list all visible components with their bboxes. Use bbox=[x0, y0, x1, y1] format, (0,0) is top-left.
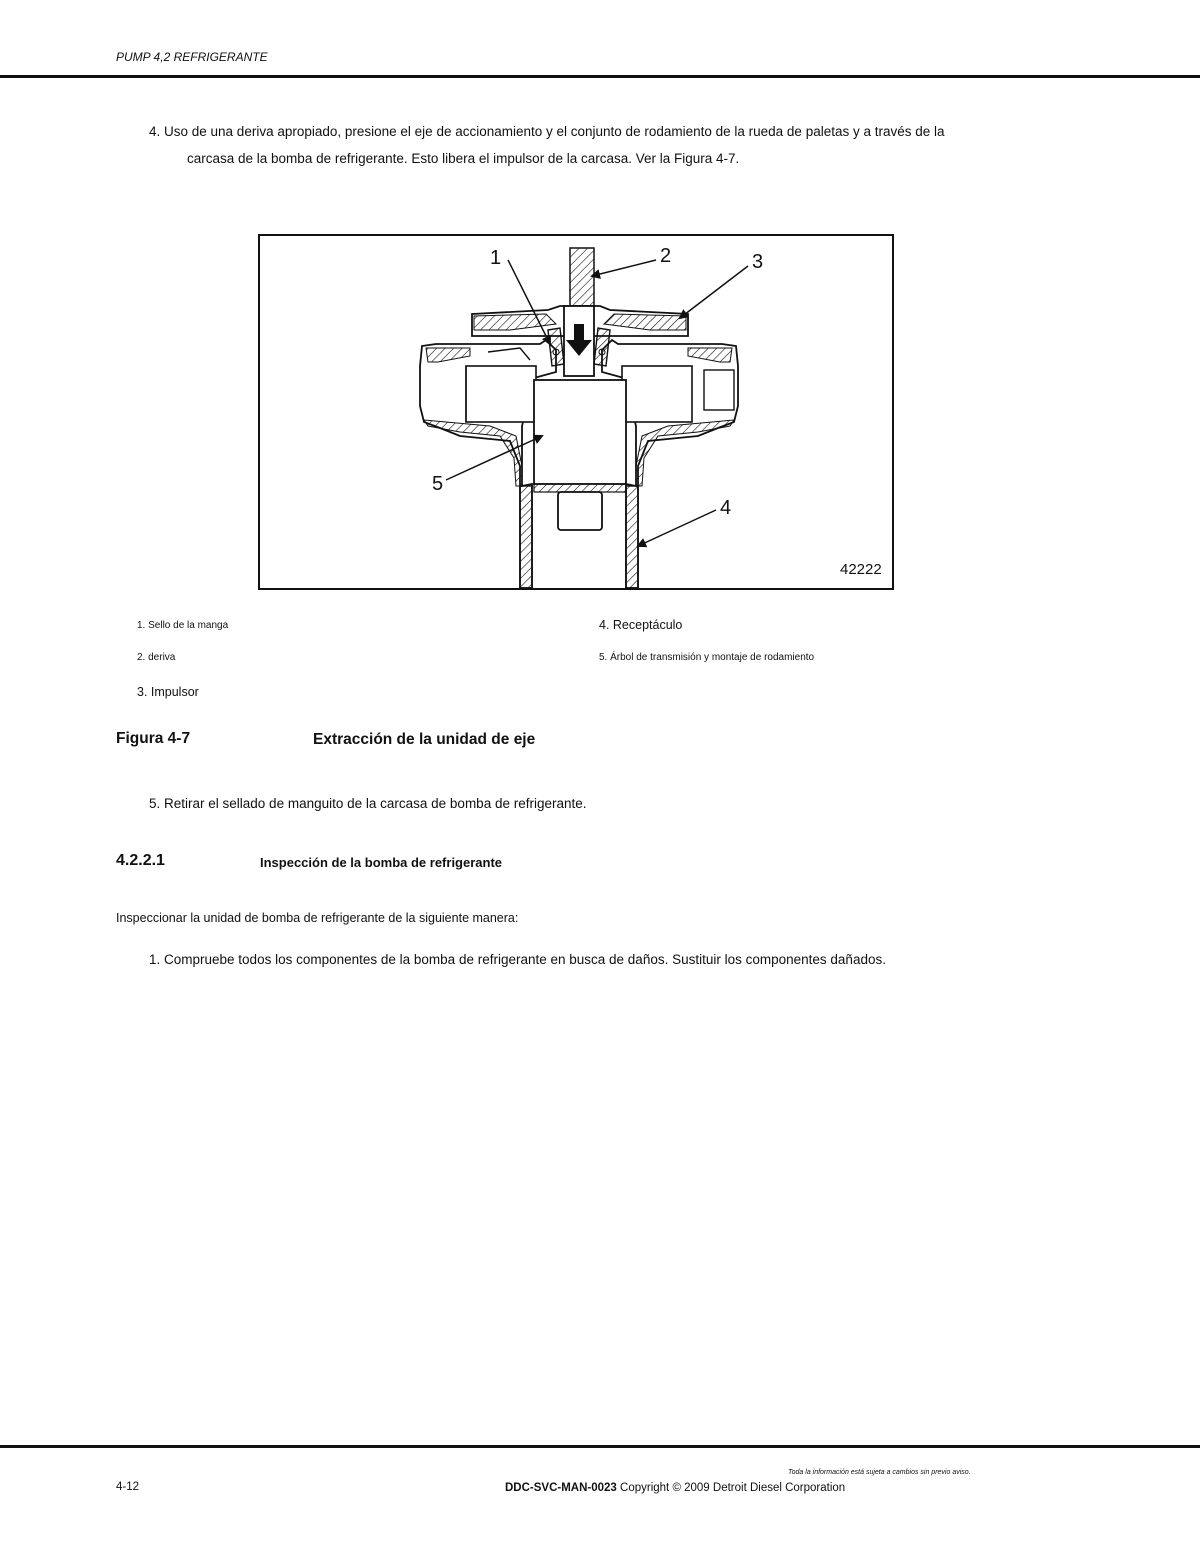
header-rule bbox=[0, 75, 1200, 78]
footer-doc-line bbox=[505, 1482, 845, 1494]
step-4-line-1: 4. Uso de una deriva apropiado, presione el eje de accionamiento y el conjunto de rodamiento de la rueda de paletas y a través de la bbox=[149, 124, 945, 139]
shaft-lower bbox=[558, 492, 602, 530]
callout-5: 5 bbox=[432, 473, 444, 495]
step-4-line-2: carcasa de la bomba de refrigerante. Esto libera el impulsor de la carcasa. Ver la Figura 4-7. bbox=[187, 151, 740, 166]
drift-rod bbox=[570, 248, 594, 306]
footer-disclaimer: Toda la información está sujeta a cambios sin previo aviso. bbox=[788, 1469, 971, 1476]
copyright-text: Copyright © 2009 Detroit Diesel Corporation bbox=[620, 1482, 846, 1494]
legend-item-1: 1. Sello de la manga bbox=[137, 620, 229, 631]
legend-item-4: 4. Receptáculo bbox=[599, 618, 683, 632]
receptacle-right-wall bbox=[626, 486, 638, 588]
pump-cross-section-drawing bbox=[260, 236, 892, 588]
callout-3: 3 bbox=[752, 251, 764, 273]
legend-item-3: 3. Impulsor bbox=[137, 685, 199, 699]
inspection-item-1: 1. Compruebe todos los componentes de la bomba de refrigerante en busca de daños. Sustituir los componentes dañados. bbox=[149, 952, 886, 967]
figure-4-7-illustration bbox=[258, 234, 894, 590]
callout-1: 1 bbox=[490, 247, 502, 269]
section-intro: Inspeccionar la unidad de bomba de refrigerante de la siguiente manera: bbox=[116, 911, 519, 925]
receptacle-left-wall bbox=[520, 486, 532, 588]
footer-rule bbox=[0, 1445, 1200, 1448]
section-number: 4.2.2.1 bbox=[116, 852, 165, 869]
callout-2: 2 bbox=[660, 245, 672, 267]
page-number: 4-12 bbox=[116, 1481, 140, 1493]
bearing-body bbox=[534, 380, 626, 484]
section-title: Inspección de la bomba de refrigerante bbox=[260, 855, 503, 870]
figure-caption-title: Extracción de la unidad de eje bbox=[313, 731, 536, 748]
figure-caption-label: Figura 4-7 bbox=[116, 730, 191, 747]
step-5: 5. Retirar el sellado de manguito de la carcasa de bomba de refrigerante. bbox=[149, 796, 587, 811]
figure-id-number: 42222 bbox=[840, 561, 882, 578]
legend-item-5: 5. Árbol de transmisión y montaje de rodamiento bbox=[599, 652, 815, 663]
doc-id: DDC-SVC-MAN-0023 bbox=[505, 1482, 617, 1494]
running-header: PUMP 4,2 REFRIGERANTE bbox=[116, 50, 268, 64]
legend-item-2: 2. deriva bbox=[137, 652, 176, 663]
callout-4: 4 bbox=[720, 497, 732, 519]
